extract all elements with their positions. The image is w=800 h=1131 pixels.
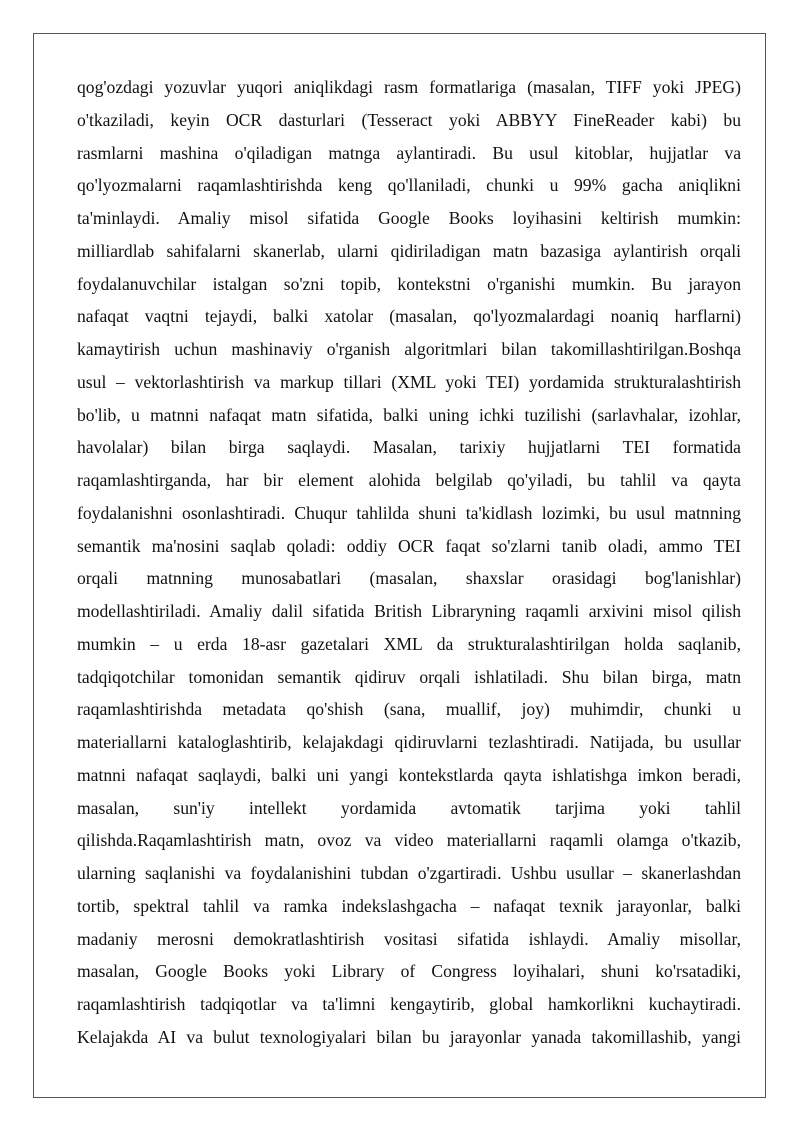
text-line: semantik ma'nosini saqlab qoladi: oddiy OCR faqat so'zlarni tanib oladi, ammo TEI [77,535,741,556]
text-line: tortib, spektral tahlil va ramka indekslashgacha – nafaqat texnik jarayonlar, balki [77,895,741,916]
text-line: qog'ozdagi yozuvlar yuqori aniqlikdagi rasm formatlariga (masalan, TIFF yoki JPEG) [77,77,741,97]
text-line: raqamlashtirganda, har bir element alohida belgilab qo'yiladi, bu tahlil va qayta [77,470,741,490]
text-line: orqali matnning munosabatlari (masalan, shaxslar orasidagi bog'lanishlar) [77,568,741,589]
text-line: milliardlab sahifalarni skanerlab, ularni qidiriladigan matn bazasiga aylantirish orqali [77,240,741,261]
text-line: qo'lyozmalarni raqamlashtirishda keng qo'llaniladi, chunki u 99% gacha aniqlikni [77,175,741,196]
text-line: bo'lib, u matnni nafaqat matn sifatida, balki uning ichki tuzilishi (sarlavhalar, izohlar, [77,404,741,425]
text-line: foydalanishni osonlashtiradi. Chuqur tahlilda shuni ta'kidlash lozimki, bu usul matnning [77,502,741,523]
text-line: masalan, sun'iy intellekt yordamida avtomatik tarjima yoki tahlil [77,797,741,818]
text-line: tadqiqotchilar tomonidan semantik qidiruv orqali ishlatiladi. Shu bilan birga, matn [77,666,741,687]
text-line: rasmlarni mashina o'qiladigan matnga aylantiradi. Bu usul kitoblar, hujjatlar va [77,142,741,163]
text-line: havolalar) bilan birga saqlaydi. Masalan, tarixiy hujjatlarni TEI formatida [77,437,741,458]
text-line: ularning saqlanishi va foydalanishini tubdan o'zgartiradi. Ushbu usullar – skanerlashdan [77,863,741,883]
text-line: o'tkaziladi, keyin OCR dasturlari (Tesseract yoki ABBYY FineReader kabi) bu [77,109,741,130]
text-line: materiallarni kataloglashtirib, kelajakdagi qidiruvlarni tezlashtiradi. Natijada, bu usullar [77,732,741,752]
text-line: nafaqat vaqtni tejaydi, balki xatolar (masalan, qo'lyozmalardagi noaniq harflarni) [77,306,741,327]
text-line: matnni nafaqat saqlaydi, balki uni yangi kontekstlarda qayta ishlatishga imkon beradi, [77,764,741,785]
text-line: raqamlashtirishda metadata qo'shish (sana, muallif, joy) muhimdir, chunki u [77,699,741,720]
text-line: modellashtiriladi. Amaliy dalil sifatida British Libraryning raqamli arxivini misol qilish [77,601,741,621]
text-line: mumkin – u erda 18-asr gazetalari XML da strukturalashtirilgan holda saqlanib, [77,633,741,654]
text-line: ta'minlaydi. Amaliy misol sifatida Google Books loyihasini keltirish mumkin: [77,208,741,228]
body-text [77,71,741,1054]
text-line: raqamlashtirish tadqiqotlar va ta'limni kengaytirib, global hamkorlikni kuchaytiradi. [77,994,741,1014]
text-line: foydalanuvchilar istalgan so'zni topib, kontekstni o'rganishi mumkin. Bu jarayon [77,273,741,294]
text-line: usul – vektorlashtirish va markup tillari (XML yoki TEI) yordamida strukturalashtirish [77,371,741,392]
text-line: madaniy merosni demokratlashtirish vositasi sifatida ishlaydi. Amaliy misollar, [77,928,741,949]
text-line: masalan, Google Books yoki Library of Congress loyihalari, shuni ko'rsatadiki, [77,961,741,982]
text-line: qilishda.Raqamlashtirish matn, ovoz va video materiallarni raqamli olamga o'tkazib, [77,830,741,851]
text-line: kamaytirish uchun mashinaviy o'rganish algoritmlari bilan takomillashtirilgan.Boshqa [77,339,741,359]
text-line: Kelajakda AI va bulut texnologiyalari bilan bu jarayonlar yanada takomillashib, yangi [77,1026,741,1047]
